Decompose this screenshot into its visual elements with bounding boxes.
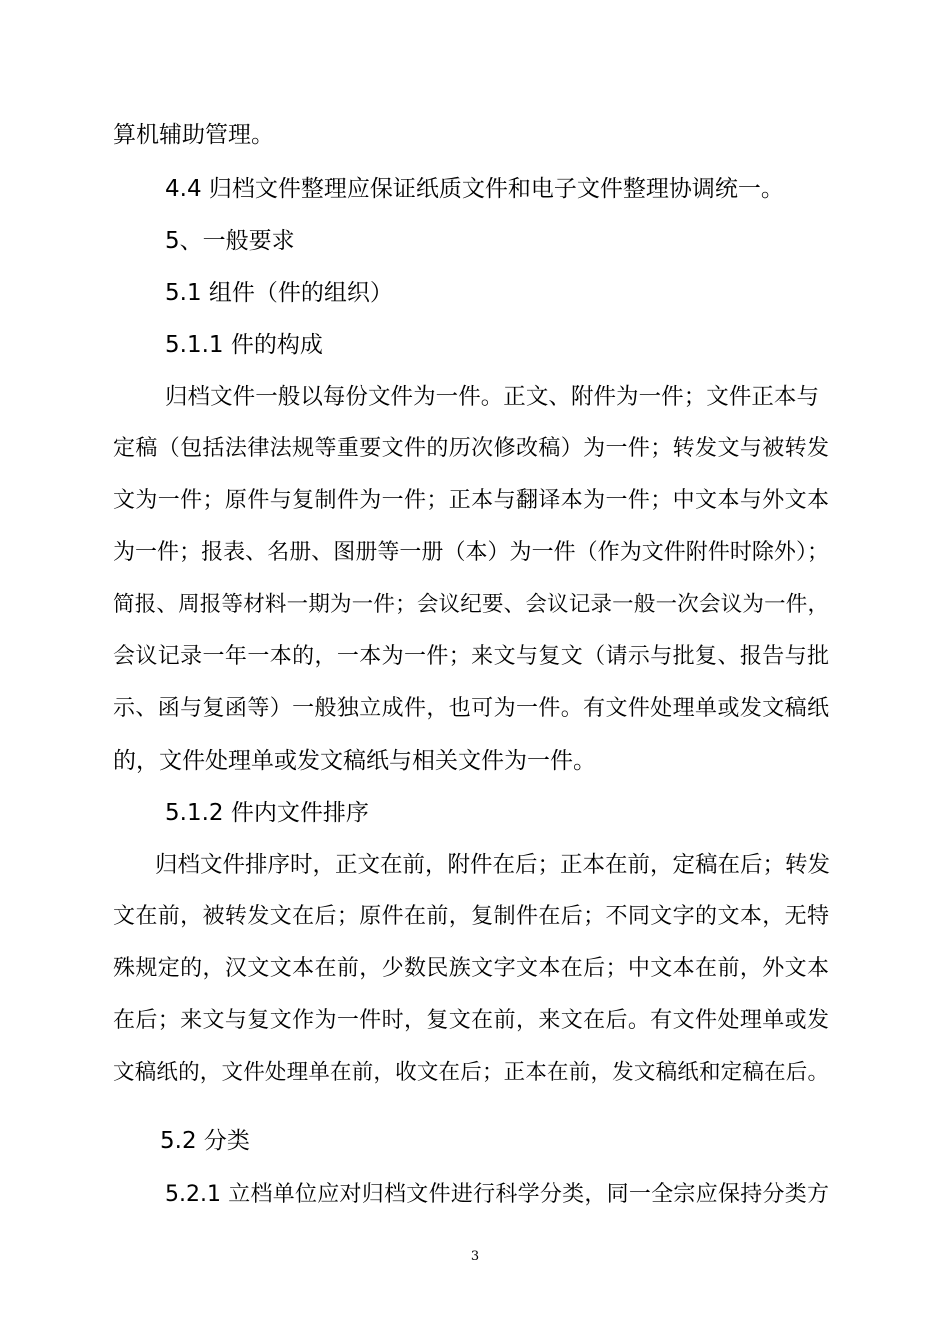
paragraph-line: 会议记录一年一本的，一本为一件；来文与复文（请示与批复、报告与批 [113,644,829,669]
paragraph-line: 归档文件排序时，正文在前，附件在后；正本在前，定稿在后；转发 [155,852,831,878]
paragraph-line: 殊规定的，汉文文本在前，少数民族文字文本在后；中文本在前，外文本 [113,956,829,981]
page-number: 3 [470,1249,480,1264]
section-heading: 5.1.1 件的构成 [165,332,323,358]
paragraph-line: 文在前，被转发文在后；原件在前，复制件在后；不同文字的文本，无特 [113,904,829,929]
section-heading: 4.4 归档文件整理应保证纸质文件和电子文件整理协调统一。 [165,176,784,202]
paragraph-line: 在后；来文与复文作为一件时，复文在前，来文在后。有文件处理单或发 [113,1008,829,1033]
paragraph-line: 定稿（包括法律法规等重要文件的历次修改稿）为一件；转发文与被转发 [113,436,829,461]
section-heading: 5.1.2 件内文件排序 [165,800,369,826]
paragraph-line: 的，文件处理单或发文稿纸与相关文件为一件。 [113,748,596,774]
paragraph-line: 5.2.1 立档单位应对归档文件进行科学分类，同一全宗应保持分类方 [165,1182,829,1207]
section-heading: 5.2 分类 [160,1128,250,1154]
paragraph-line: 归档文件一般以每份文件为一件。正文、附件为一件；文件正本与 [165,384,819,410]
section-heading: 5.1 组件（件的组织） [165,280,393,306]
paragraph-line: 文稿纸的，文件处理单在前，收文在后；正本在前，发文稿纸和定稿在后。 [113,1060,829,1085]
paragraph-line: 为一件；报表、名册、图册等一册（本）为一件（作为文件附件时除外）； [113,540,829,565]
text-line: 算机辅助管理。 [113,122,274,148]
paragraph-line: 示、函与复函等）一般独立成件，也可为一件。有文件处理单或发文稿纸 [113,696,829,721]
paragraph-line: 简报、周报等材料一期为一件；会议纪要、会议记录一般一次会议为一件， [113,592,829,617]
section-heading: 5、一般要求 [165,228,295,254]
paragraph-line: 文为一件；原件与复制件为一件；正本与翻译本为一件；中文本与外文本 [113,488,829,513]
